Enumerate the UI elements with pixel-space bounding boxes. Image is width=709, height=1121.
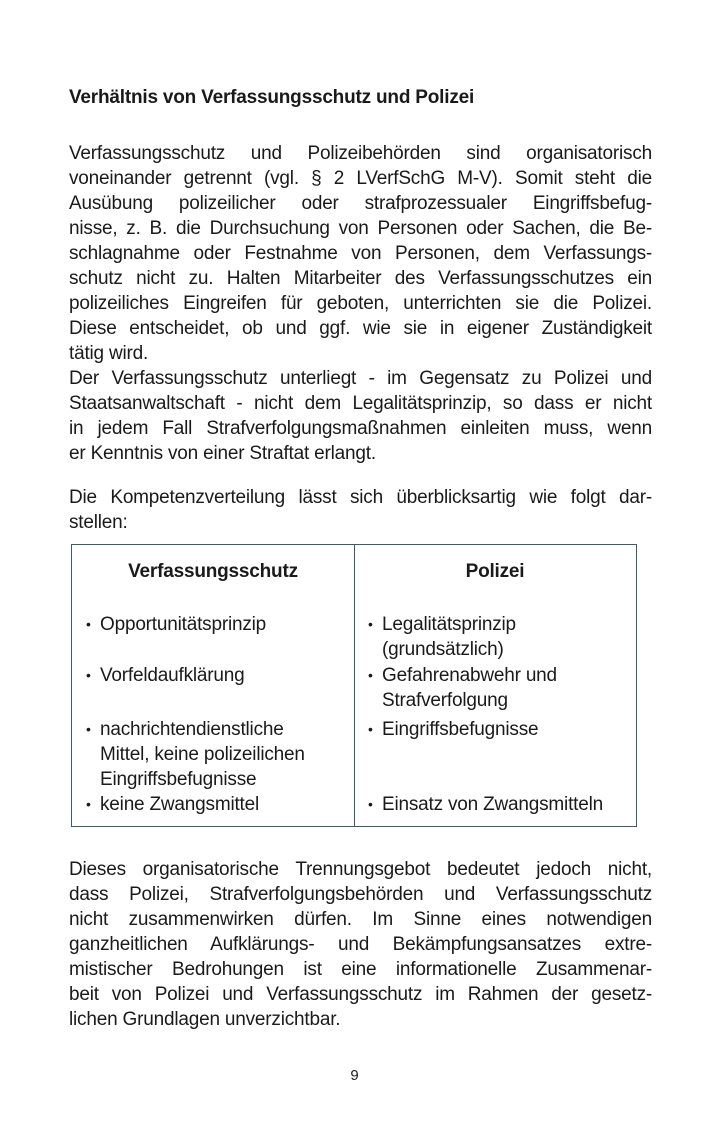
table-cell-right (354, 663, 636, 717)
bullet-icon: • (368, 796, 373, 812)
table-header-polizei: Polizei (465, 561, 525, 582)
bullet-icon: • (86, 616, 91, 632)
text-line: (grundsätzlich) (382, 639, 504, 660)
text-line: nicht zusammenwirken dürfen. Im Sinne eines notwendigen (69, 909, 652, 930)
table-cell-text (100, 717, 354, 792)
text-line: beit von Polizei und Verfassungsschutz im Rahmen der gesetz- (69, 984, 652, 1005)
text-line: Vorfeldaufklärung (100, 665, 245, 686)
table-cell-text (100, 663, 354, 688)
text-line: Der Verfassungsschutz unterliegt - im Gegensatz zu Polizei und (69, 368, 652, 389)
text-line: Ausübung polizeilicher oder strafprozessualer Eingriffsbefug- (69, 193, 652, 214)
table-cell-left (72, 717, 354, 792)
text-line: Staatsanwaltschaft - nicht dem Legalitätsprinzip, so dass er nicht (69, 393, 652, 414)
table-cell-text (382, 717, 636, 742)
text-line: lichen Grundlagen unverzichtbar. (69, 1009, 341, 1030)
text-line: Opportunitätsprinzip (100, 614, 267, 635)
bullet-icon: • (86, 721, 91, 737)
bullet-icon: • (86, 796, 91, 812)
text-line: Mittel, keine polizeilichen (100, 744, 305, 765)
text-line: stellen: (69, 512, 128, 533)
table-cell-text (100, 792, 354, 817)
table-column-divider (354, 545, 355, 826)
text-line: er Kenntnis von einer Straftat erlangt. (69, 443, 376, 464)
comparison-table (71, 544, 637, 827)
text-line: Eingriffsbefugnisse (100, 769, 257, 790)
text-line: dass Polizei, Strafverfolgungsbehörden und Verfassungsschutz (69, 884, 652, 905)
text-line: tätig wird. (69, 343, 149, 364)
text-line: Einsatz von Zwangsmitteln (382, 794, 603, 815)
bullet-icon: • (368, 616, 373, 632)
table-cell-right (354, 792, 636, 825)
text-line: Diese entscheidet, ob und ggf. wie sie in eigener Zuständigkeit (69, 318, 652, 339)
table-cell-text (382, 612, 636, 662)
text-line: in jedem Fall Strafverfolgungsmaßnahmen einleiten muss, wenn (69, 418, 652, 439)
paragraph-trennungsgebot (69, 857, 652, 1032)
bullet-icon: • (368, 667, 373, 683)
table-cell-right (354, 717, 636, 792)
bullet-icon: • (368, 721, 373, 737)
table-cell-text (100, 612, 354, 637)
text-line: ganzheitlichen Aufklärungs- und Bekämpfungsansatzes extre- (69, 934, 652, 955)
bullet-icon: • (86, 667, 91, 683)
table-cell-text (382, 792, 636, 817)
text-line: Strafverfolgung (382, 690, 508, 711)
table-header-verfassungsschutz: Verfassungsschutz (128, 561, 298, 582)
table-cell-text (382, 663, 636, 713)
text-line: mistischer Bedrohungen ist eine informationelle Zusammenar- (69, 959, 652, 980)
paragraph-legalitaetsprinzip (69, 366, 652, 466)
text-line: Eingriffsbefugnisse (382, 719, 539, 740)
text-line: Gefahrenabwehr und (382, 665, 557, 686)
table-cell-left (72, 792, 354, 825)
paragraph-organisational-separation (69, 141, 652, 366)
text-line: keine Zwangsmittel (100, 794, 260, 815)
text-line: nisse, z. B. die Durchsuchung von Personen oder Sachen, die Be- (69, 218, 652, 239)
text-line: voneinander getrennt (vgl. § 2 LVerfSchG M-V). Somit steht die (69, 168, 652, 189)
table-cell-left (72, 663, 354, 717)
text-line: Die Kompetenzverteilung lässt sich überblicksartig wie folgt dar- (69, 487, 652, 508)
text-line: nachrichtendienstliche (100, 719, 284, 740)
page-number: 9 (350, 1067, 359, 1084)
paragraph-kompetenzverteilung-intro (69, 485, 652, 535)
text-line: schlagnahme oder Festnahme von Personen, dem Verfassungs- (69, 243, 652, 264)
table-cell-left (72, 612, 354, 663)
page-title: Verhältnis von Verfassungsschutz und Polizei (69, 87, 475, 108)
text-line: schutz nicht zu. Halten Mitarbeiter des Verfassungsschutzes ein (69, 268, 652, 289)
table-cell-right (354, 612, 636, 663)
text-line: polizeiliches Eingreifen für geboten, unterrichten sie die Polizei. (69, 293, 652, 314)
text-line: Verfassungsschutz und Polizeibehörden sind organisatorisch (69, 143, 652, 164)
text-line: Dieses organisatorische Trennungsgebot bedeutet jedoch nicht, (69, 859, 652, 880)
text-line: Legalitätsprinzip (382, 614, 516, 635)
